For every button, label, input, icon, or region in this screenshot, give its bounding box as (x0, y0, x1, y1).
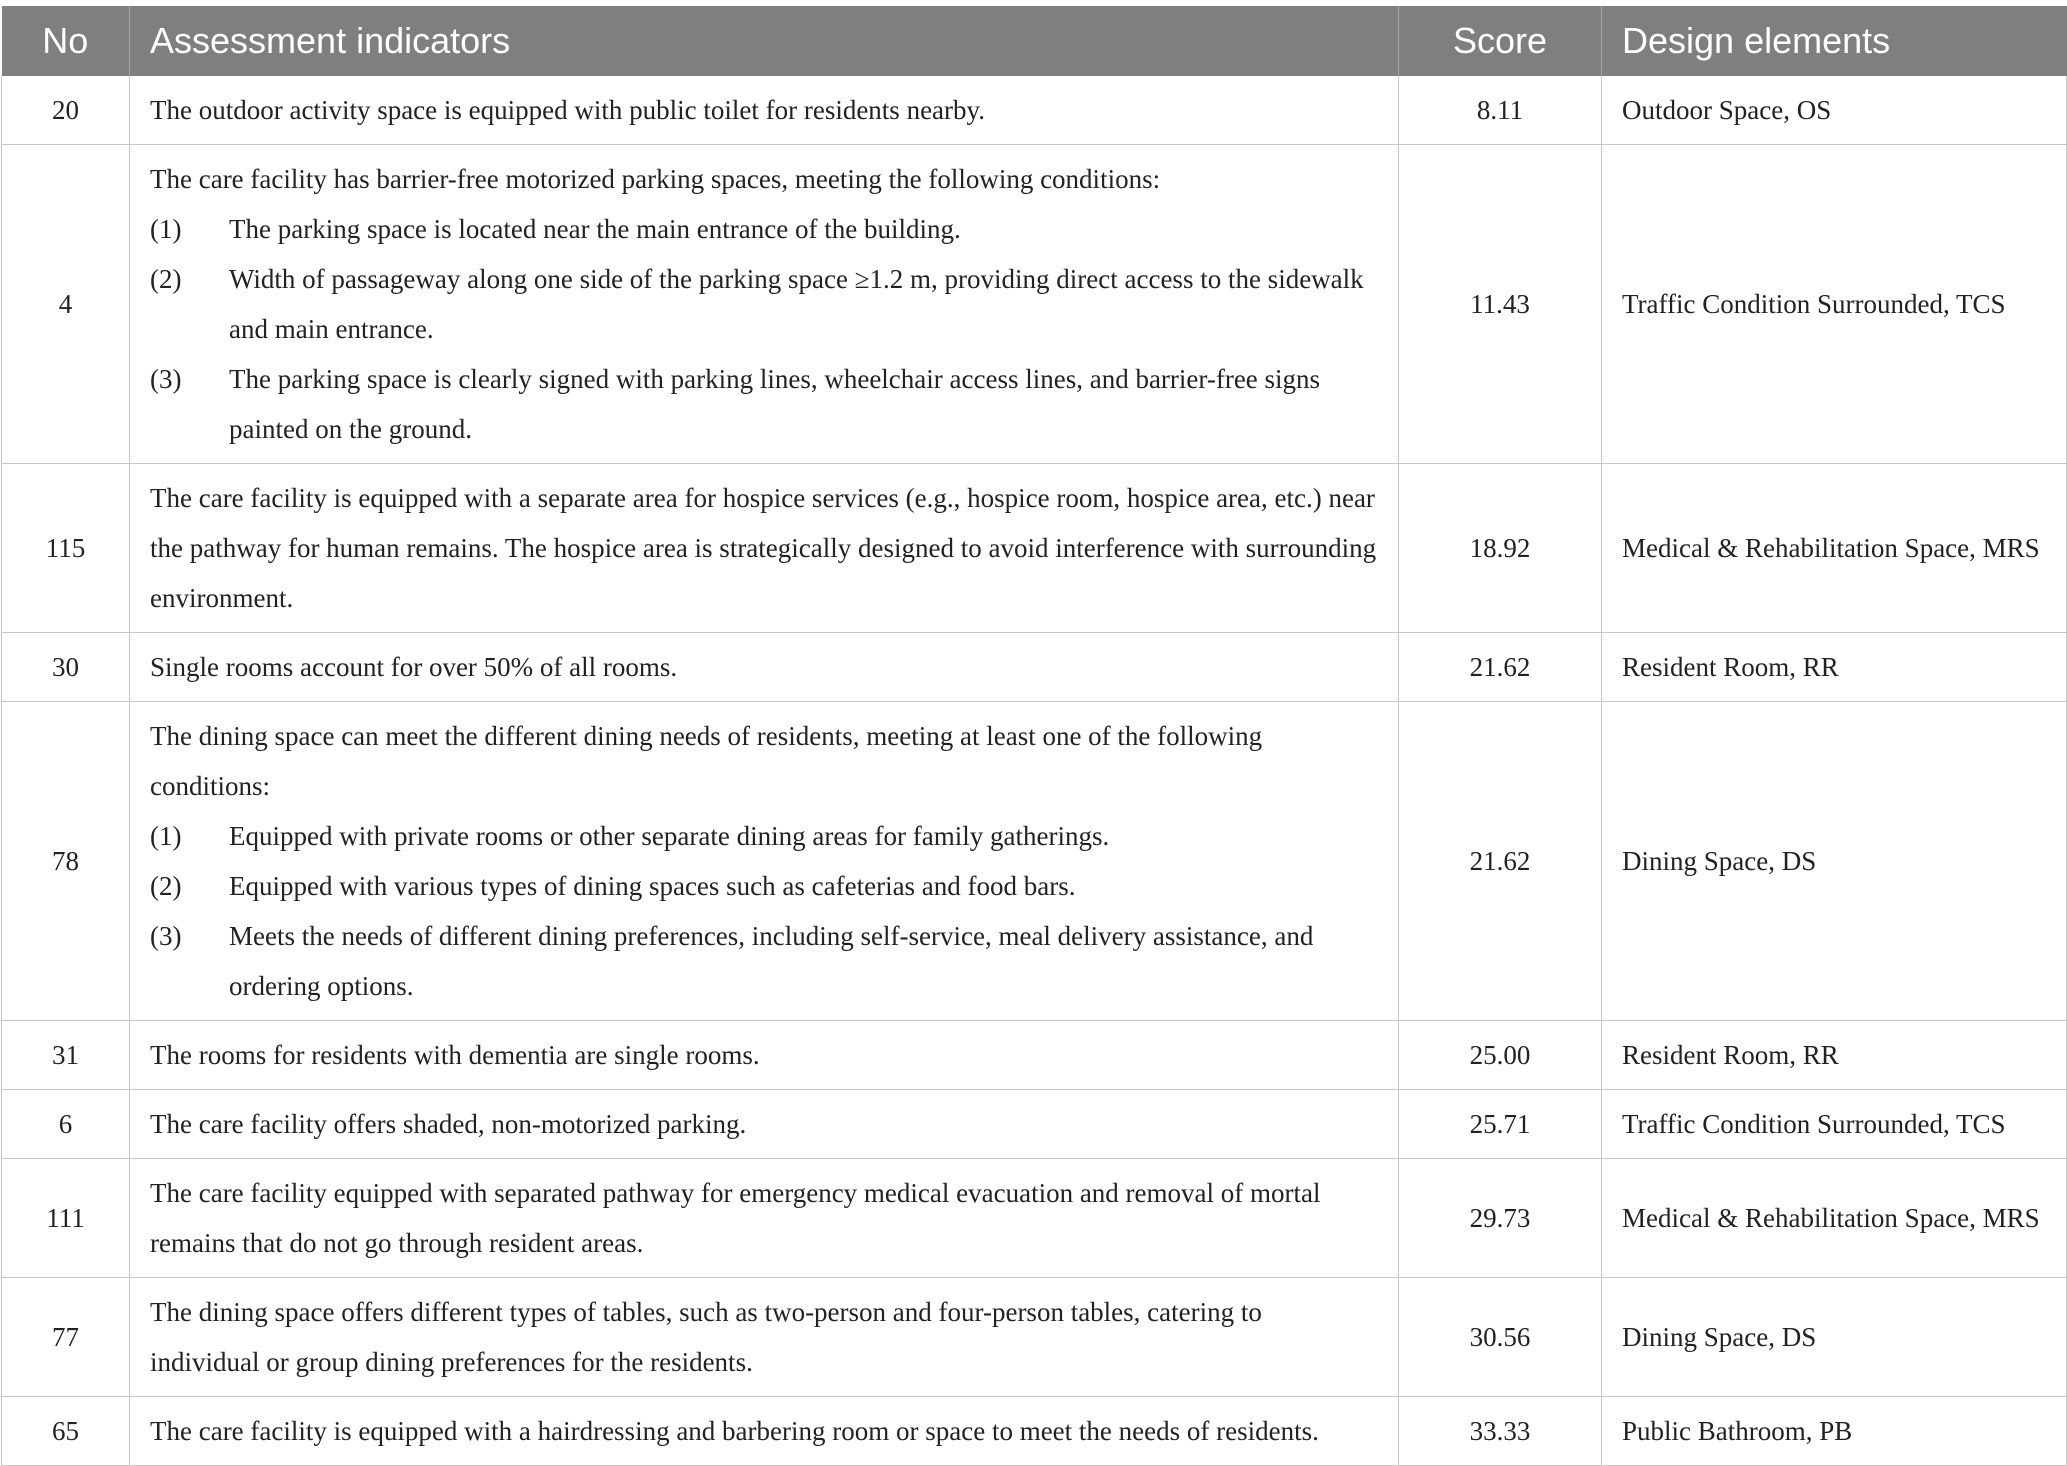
condition-number: (3) (150, 364, 182, 394)
condition-number: (1) (150, 821, 182, 851)
indicator-text: The dining space can meet the different dining needs of residents, meeting at least one of the following conditions: (150, 721, 1263, 801)
cell-score: 11.43 (1399, 145, 1602, 464)
header-row (2, 6, 2067, 76)
indicator-text: The care facility is equipped with a separate area for hospice services (e.g., hospice room, hospice area, etc.) near the pathway for human remains. The hospice area is strategically designed to avoid interference with surrounding environment. (150, 483, 1377, 613)
indicator-text: The care facility is equipped with a hairdressing and barbering room or space to meet the needs of residents. (150, 1416, 1319, 1446)
condition-number: (2) (150, 871, 182, 901)
cell-score: 29.73 (1399, 1159, 1602, 1278)
cell-assessment-indicator (130, 1397, 1399, 1466)
indicator-text: The care facility equipped with separated pathway for emergency medical evacuation and removal of mortal remains that do not go through resident areas. (150, 1178, 1321, 1258)
cell-assessment-indicator (130, 633, 1399, 702)
cell-design-element: Traffic Condition Surrounded, TCS (1602, 145, 2067, 464)
cell-score: 21.62 (1399, 633, 1602, 702)
indicator-condition (150, 204, 1378, 254)
cell-assessment-indicator (130, 145, 1399, 464)
cell-no: 6 (2, 1090, 130, 1159)
cell-design-element: Public Bathroom, PB (1602, 1397, 2067, 1466)
condition-text: Equipped with private rooms or other separate dining areas for family gatherings. (229, 821, 1110, 851)
header-design-elements: Design elements (1602, 6, 2067, 76)
cell-no: 115 (2, 464, 130, 633)
condition-text: The parking space is clearly signed with parking lines, wheelchair access lines, and barrier-free signs painted on the ground. (229, 364, 1321, 444)
table-row (2, 1090, 2067, 1159)
indicator-condition (150, 254, 1378, 354)
cell-score: 30.56 (1399, 1278, 1602, 1397)
indicator-condition (150, 911, 1378, 1011)
indicator-text: Single rooms account for over 50% of all rooms. (150, 652, 678, 682)
condition-number: (3) (150, 921, 182, 951)
indicator-text: The rooms for residents with dementia are single rooms. (150, 1040, 760, 1070)
cell-assessment-indicator (130, 1278, 1399, 1397)
table-row (2, 76, 2067, 145)
condition-text: Equipped with various types of dining spaces such as cafeterias and food bars. (229, 871, 1076, 901)
condition-text: Meets the needs of different dining preferences, including self-service, meal delivery assistance, and ordering options. (229, 921, 1314, 1001)
condition-number: (2) (150, 264, 182, 294)
cell-assessment-indicator (130, 76, 1399, 145)
table-row (2, 1397, 2067, 1466)
table-row (2, 1021, 2067, 1090)
cell-score: 18.92 (1399, 464, 1602, 633)
cell-assessment-indicator (130, 1159, 1399, 1278)
cell-design-element: Medical & Rehabilitation Space, MRS (1602, 1159, 2067, 1278)
cell-design-element: Dining Space, DS (1602, 1278, 2067, 1397)
cell-no: 77 (2, 1278, 130, 1397)
cell-design-element: Resident Room, RR (1602, 1021, 2067, 1090)
cell-design-element: Outdoor Space, OS (1602, 76, 2067, 145)
cell-no: 20 (2, 76, 130, 145)
cell-design-element: Resident Room, RR (1602, 633, 2067, 702)
cell-score: 25.71 (1399, 1090, 1602, 1159)
cell-assessment-indicator (130, 702, 1399, 1021)
indicator-text: The dining space offers different types of tables, such as two-person and four-person tables, catering to individual or group dining preferences for the residents. (150, 1297, 1262, 1377)
cell-no: 31 (2, 1021, 130, 1090)
cell-score: 8.11 (1399, 76, 1602, 145)
cell-design-element: Dining Space, DS (1602, 702, 2067, 1021)
header-no: No (2, 6, 130, 76)
cell-design-element: Medical & Rehabilitation Space, MRS (1602, 464, 2067, 633)
cell-no: 65 (2, 1397, 130, 1466)
cell-design-element: Traffic Condition Surrounded, TCS (1602, 1090, 2067, 1159)
indicator-text: The outdoor activity space is equipped with public toilet for residents nearby. (150, 95, 986, 125)
cell-assessment-indicator (130, 1090, 1399, 1159)
indicator-text: The care facility offers shaded, non-motorized parking. (150, 1109, 747, 1139)
cell-no: 4 (2, 145, 130, 464)
table-header (2, 6, 2067, 76)
table-body (2, 76, 2067, 1466)
header-score: Score (1399, 6, 1602, 76)
table-row (2, 464, 2067, 633)
table-row (2, 702, 2067, 1021)
header-assessment-indicators: Assessment indicators (130, 6, 1399, 76)
indicator-condition (150, 861, 1378, 911)
table-row (2, 1159, 2067, 1278)
cell-assessment-indicator (130, 1021, 1399, 1090)
cell-score: 21.62 (1399, 702, 1602, 1021)
cell-no: 111 (2, 1159, 130, 1278)
indicator-condition (150, 811, 1378, 861)
cell-no: 78 (2, 702, 130, 1021)
indicator-text: The care facility has barrier-free motorized parking spaces, meeting the following conditions: (150, 164, 1161, 194)
cell-score: 33.33 (1399, 1397, 1602, 1466)
table-row (2, 1278, 2067, 1397)
table-row (2, 145, 2067, 464)
condition-number: (1) (150, 214, 182, 244)
indicator-condition (150, 354, 1378, 454)
assessment-table (1, 6, 2067, 1466)
table-row (2, 633, 2067, 702)
cell-no: 30 (2, 633, 130, 702)
cell-score: 25.00 (1399, 1021, 1602, 1090)
condition-text: Width of passageway along one side of the parking space ≥1.2 m, providing direct access to the sidewalk and main entrance. (229, 264, 1364, 344)
cell-assessment-indicator (130, 464, 1399, 633)
condition-text: The parking space is located near the main entrance of the building. (229, 214, 961, 244)
